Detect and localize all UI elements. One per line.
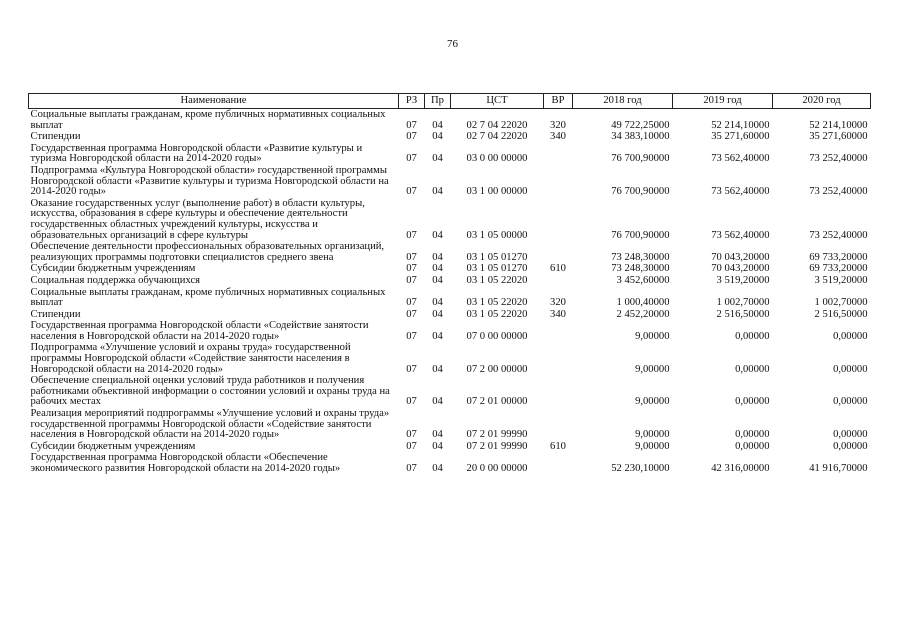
column-header-vr: ВР — [544, 94, 573, 109]
cell-name: Обеспечение специальной оценки условий труда работников и получения работниками объективной информации о состоянии условий и охраны труда на рабочих местах — [30, 375, 390, 408]
cell-2020: 0,00000 — [833, 440, 868, 452]
cell-2018: 34 383,10000 — [611, 131, 670, 143]
cell-vr: 320 — [550, 119, 566, 131]
cell-name: Стипендии — [30, 131, 81, 143]
table-row — [29, 143, 871, 165]
table-row — [29, 287, 871, 309]
cell-name: Стипендии — [30, 308, 81, 320]
cell-rz: 07 — [406, 440, 417, 452]
cell-rz: 07 — [406, 263, 417, 275]
cell-pr: 04 — [432, 274, 443, 286]
cell-cst: 03 1 05 00000 — [466, 229, 528, 241]
cell-pr: 04 — [432, 429, 443, 441]
page-number: 76 — [447, 38, 458, 50]
cell-2018: 9,00000 — [635, 440, 670, 452]
cell-cst: 07 0 00 00000 — [466, 330, 528, 342]
cell-2020: 1 002,70000 — [814, 297, 868, 309]
cell-pr: 04 — [432, 119, 443, 131]
cell-rz: 07 — [406, 330, 417, 342]
cell-2020: 0,00000 — [833, 330, 868, 342]
cell-name: Реализация мероприятий подпрограммы «Улучшение условий и охраны труда» государственной программы Новгородской области «Содействие занятости населения в Новгородской области на 2014-2020 годы» — [30, 408, 390, 441]
cell-cst: 03 1 05 01270 — [466, 263, 528, 275]
cell-2019: 70 043,20000 — [711, 251, 770, 263]
cell-2020: 69 733,20000 — [809, 263, 868, 275]
table-row — [29, 198, 871, 241]
cell-2018: 49 722,25000 — [611, 119, 670, 131]
cell-2020: 73 252,40000 — [809, 186, 868, 198]
cell-vr — [544, 342, 573, 375]
cell-cst: 03 1 05 22020 — [466, 308, 528, 320]
table-row — [29, 263, 871, 275]
cell-pr: 04 — [432, 263, 443, 275]
cell-rz: 07 — [406, 274, 417, 286]
cell-2019: 35 271,60000 — [711, 131, 770, 143]
cell-rz: 07 — [406, 297, 417, 309]
cell-2018: 2 452,20000 — [616, 308, 670, 320]
cell-2018: 76 700,90000 — [611, 186, 670, 198]
cell-name: Обеспечение деятельности профессиональных образовательных организаций, реализующих программы подготовки специалистов среднего звена — [30, 241, 385, 263]
cell-vr — [544, 375, 573, 408]
cell-2018: 3 452,60000 — [616, 274, 670, 286]
cell-pr: 04 — [432, 153, 443, 165]
cell-2020: 41 916,70000 — [809, 463, 868, 474]
cell-rz: 07 — [406, 153, 417, 165]
cell-2019: 0,00000 — [735, 363, 770, 375]
cell-cst: 03 1 05 22020 — [466, 274, 528, 286]
cell-2019: 0,00000 — [735, 396, 770, 408]
column-header-2019: 2019 год — [673, 94, 773, 109]
cell-name: Социальные выплаты гражданам, кроме публичных нормативных социальных выплат — [30, 109, 386, 131]
cell-cst: 03 1 05 01270 — [466, 251, 528, 263]
cell-vr — [544, 198, 573, 241]
cell-2020: 0,00000 — [833, 429, 868, 441]
cell-rz: 07 — [406, 429, 417, 441]
cell-name: Государственная программа Новгородской области «Содействие занятости населения в Новгородской области на 2014-2020 годы» — [30, 320, 369, 342]
cell-2019: 2 516,50000 — [716, 308, 770, 320]
cell-2020: 69 733,20000 — [809, 251, 868, 263]
column-header-2020: 2020 год — [773, 94, 871, 109]
cell-rz: 07 — [406, 131, 417, 143]
cell-pr: 04 — [432, 131, 443, 143]
cell-cst: 07 2 00 00000 — [466, 363, 528, 375]
cell-2018: 76 700,90000 — [611, 153, 670, 165]
table-row — [29, 408, 871, 441]
cell-2020: 52 214,10000 — [809, 119, 868, 131]
table-row — [29, 275, 871, 287]
cell-name: Государственная программа Новгородской области «Развитие культуры и туризма Новгородской области на 2014-2020 годы» — [30, 142, 363, 165]
cell-cst: 02 7 04 22020 — [466, 131, 528, 143]
cell-pr: 04 — [432, 297, 443, 309]
cell-pr: 04 — [432, 396, 443, 408]
cell-name: Субсидии бюджетным учреждениям — [30, 440, 196, 452]
cell-2018: 1 000,40000 — [616, 297, 670, 309]
cell-vr — [544, 452, 573, 474]
cell-2019: 1 002,70000 — [716, 297, 770, 309]
cell-2020: 0,00000 — [833, 363, 868, 375]
cell-rz: 07 — [406, 229, 417, 241]
table-row — [29, 241, 871, 263]
cell-cst: 07 2 01 99990 — [466, 429, 528, 441]
table-row — [29, 441, 871, 453]
cell-cst: 07 2 01 00000 — [466, 396, 528, 408]
column-header-name: Наименование — [29, 94, 399, 109]
table-row — [29, 342, 871, 375]
cell-2020: 73 252,40000 — [809, 153, 868, 165]
table-row — [29, 131, 871, 143]
cell-pr: 04 — [432, 308, 443, 320]
table-row — [29, 375, 871, 408]
cell-2018: 76 700,90000 — [611, 229, 670, 241]
cell-vr: 340 — [550, 131, 566, 143]
cell-cst: 03 1 00 00000 — [466, 186, 528, 198]
table-row — [29, 320, 871, 342]
cell-pr: 04 — [432, 229, 443, 241]
table-row — [29, 309, 871, 321]
cell-cst: 03 0 00 00000 — [466, 153, 528, 165]
cell-vr — [544, 320, 573, 342]
cell-vr — [544, 143, 573, 165]
column-header-rz: РЗ — [399, 94, 425, 109]
cell-2018: 9,00000 — [635, 429, 670, 441]
cell-vr — [544, 408, 573, 441]
cell-name: Социальные выплаты гражданам, кроме публичных нормативных социальных выплат — [30, 286, 386, 309]
cell-name: Подпрограмма «Культура Новгородской области» государственной программы Новгородской области «Развитие культуры и туризма Новгородской области на 2014-2020 годы» — [30, 164, 389, 198]
cell-rz: 07 — [406, 186, 417, 198]
cell-2019: 73 562,40000 — [711, 186, 770, 198]
cell-vr: 320 — [550, 297, 566, 309]
table-row — [29, 109, 871, 132]
cell-2019: 0,00000 — [735, 330, 770, 342]
table-row — [29, 452, 871, 474]
cell-vr — [544, 241, 573, 263]
cell-name: Оказание государственных услуг (выполнение работ) в области культуры, искусства, образования в сфере культуры и обеспечение деятельности государственных областных учреждений культуры, искусства и образовательных организаций в сфере культуры — [30, 197, 365, 241]
cell-pr: 04 — [432, 440, 443, 452]
cell-pr: 04 — [432, 463, 443, 474]
cell-2018: 73 248,30000 — [611, 263, 670, 275]
cell-name: Подпрограмма «Улучшение условий и охраны труда» государственной программы Новгородской области «Содействие занятости населения в Новгородской области на 2014-2020 годы» — [30, 342, 351, 375]
column-header-2018: 2018 год — [573, 94, 673, 109]
cell-2019: 3 519,20000 — [716, 274, 770, 286]
cell-rz: 07 — [406, 363, 417, 375]
table-header-row — [29, 94, 871, 109]
table-row — [29, 165, 871, 198]
cell-name: Социальная поддержка обучающихся — [30, 274, 201, 286]
cell-vr: 340 — [550, 308, 566, 320]
cell-2019: 52 214,10000 — [711, 119, 770, 131]
cell-2020: 35 271,60000 — [809, 131, 868, 143]
cell-pr: 04 — [432, 330, 443, 342]
cell-pr: 04 — [432, 363, 443, 375]
budget-table — [28, 93, 871, 475]
cell-2020: 0,00000 — [833, 396, 868, 408]
cell-rz: 07 — [406, 463, 417, 474]
cell-2020: 73 252,40000 — [809, 229, 868, 241]
table-body — [29, 109, 871, 475]
column-header-cst: ЦСТ — [451, 94, 544, 109]
cell-cst: 03 1 05 22020 — [466, 297, 528, 309]
cell-pr: 04 — [432, 251, 443, 263]
cell-vr: 610 — [550, 440, 566, 452]
cell-2018: 9,00000 — [635, 330, 670, 342]
cell-vr: 610 — [550, 263, 566, 275]
cell-vr — [544, 165, 573, 198]
cell-2019: 42 316,00000 — [711, 463, 770, 474]
cell-name: Государственная программа Новгородской области «Обеспечение экономического развития Новгородской области на 2014-2020 годы» — [30, 452, 341, 474]
cell-rz: 07 — [406, 251, 417, 263]
cell-pr: 04 — [432, 186, 443, 198]
cell-cst: 20 0 00 00000 — [466, 463, 528, 474]
cell-2019: 73 562,40000 — [711, 153, 770, 165]
cell-2020: 2 516,50000 — [814, 308, 868, 320]
cell-2019: 0,00000 — [735, 440, 770, 452]
cell-2018: 9,00000 — [635, 396, 670, 408]
cell-2019: 0,00000 — [735, 429, 770, 441]
cell-rz: 07 — [406, 308, 417, 320]
cell-cst: 07 2 01 99990 — [466, 440, 528, 452]
cell-name: Субсидии бюджетным учреждениям — [30, 263, 196, 275]
cell-cst: 02 7 04 22020 — [466, 119, 528, 131]
column-header-pr: Пр — [425, 94, 451, 109]
cell-2019: 73 562,40000 — [711, 229, 770, 241]
cell-vr — [544, 275, 573, 287]
cell-rz: 07 — [406, 119, 417, 131]
cell-2020: 3 519,20000 — [814, 274, 868, 286]
cell-2018: 52 230,10000 — [611, 463, 670, 474]
cell-2018: 73 248,30000 — [611, 251, 670, 263]
cell-rz: 07 — [406, 396, 417, 408]
cell-2019: 70 043,20000 — [711, 263, 770, 275]
cell-2018: 9,00000 — [635, 363, 670, 375]
